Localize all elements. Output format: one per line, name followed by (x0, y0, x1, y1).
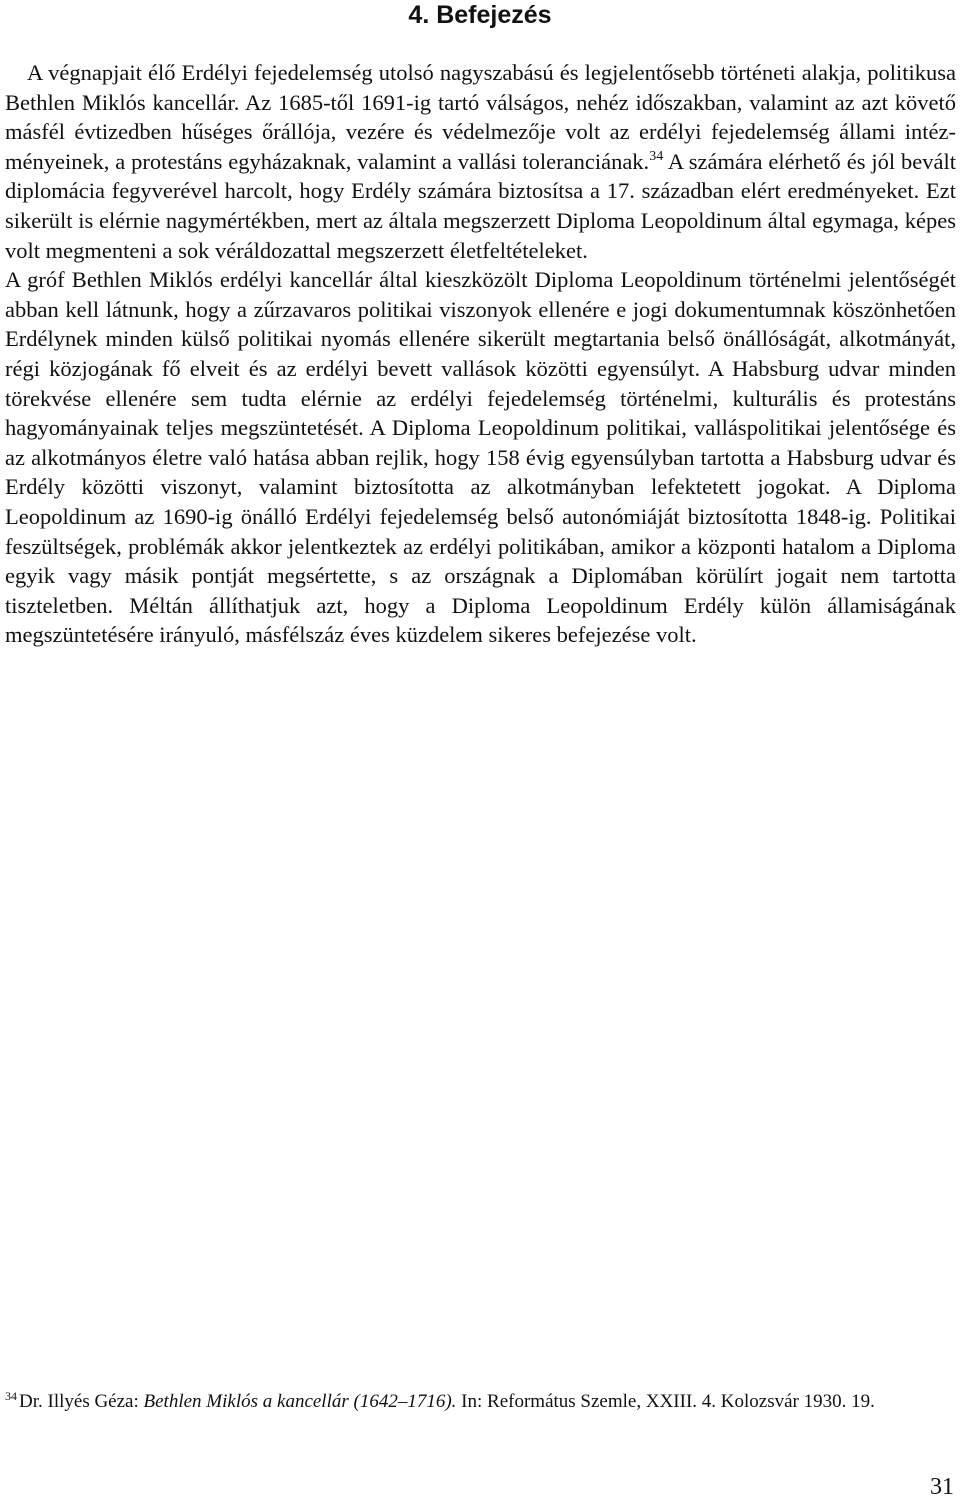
footnote-reference[interactable]: 34 (649, 148, 664, 164)
footnote-title: Bethlen Miklós a kancellár (1642–1716). (143, 1391, 457, 1412)
body-text (5, 58, 956, 650)
paragraph-1-text: A végnapjait élő Erdélyi fejedelemség utolsó nagyszabású és legjelentősebb történeti alakja, politikusa Bethlen Miklós kancellár. Az 1685-től 1691-ig tartó válságos, nehéz időszakban, valamint az azt követő másfél évtizedben hűséges őrállója, vezére és védelmezője volt az erdélyi fejedelemség állami intézményeinek, a protestáns egyházaknak, valamint a vallási toleranciának. (5, 60, 956, 174)
paragraph-1 (5, 58, 956, 265)
footnote-number: 34 (5, 1389, 17, 1403)
footnote-source: In: Református Szemle, XXIII. 4. Kolozsvár 1930. 19. (456, 1391, 875, 1412)
footnote-author: Dr. Illyés Géza: (19, 1391, 144, 1412)
paragraph-1-continuation: A számára elérhető és jól bevált diplomácia fegyverével harcolt, hogy Erdély számára biztosítsa a 17. században elért eredményeket. Ezt sikerült is elérnie nagymértékben, mert az általa megszerzett Diploma Leopoldinum által egymaga, képes volt megmenteni a sok véráldozattal megszerzett életfeltételeket. (5, 148, 956, 263)
page-number: 31 (930, 1474, 954, 1500)
footnote (5, 1388, 956, 1415)
section-heading: 4. Befejezés (408, 1, 552, 29)
paragraph-2: A gróf Bethlen Miklós erdélyi kancellár által kieszközölt Diploma Leopoldinum történelmi jelentőségét abban kell látnunk, hogy a zűrzavaros politikai viszonyok ellenére e jogi dokumentumnak köszönhetően Erdélynek minden külső politikai nyomás ellenére sikerült megtartania belső önállóságát, alkotmányát, régi közjogának fő elveit és az erdélyi bevett vallások közötti egyensúlyt. A Habsburg udvar minden törekvése ellenére sem tudta elérnie az erdélyi fejedelemség történelmi, kulturális és protestáns hagyományainak teljes megszüntetését. A Diploma Leopoldinum politikai, valláspolitikai jelentősége és az alkotmányos életre való hatása abban rejlik, hogy 158 évig egyensúlyban tartotta a Habsburg udvar és Erdély közötti viszonyt, valamint biztosította az alkotmányban lefektetett jogokat. A Diploma Leopoldinum az 1690-ig önálló Erdélyi fejedelemség belső autonómiáját biztosította 1848-ig. Politikai feszültségek, problémák akkor jelentkeztek az erdélyi politikában, amikor a központi hatalom a Diploma egyik vagy másik pontját megsértette, s az országnak a Diplomában körülírt jogait nem tartotta tiszteletben. Méltán állíthatjuk azt, hogy a Diploma Leopoldinum Erdély külön államiságának megszüntetésére irányuló, másfélszáz éves küzdelem sikeres befejezése volt. (5, 267, 956, 648)
